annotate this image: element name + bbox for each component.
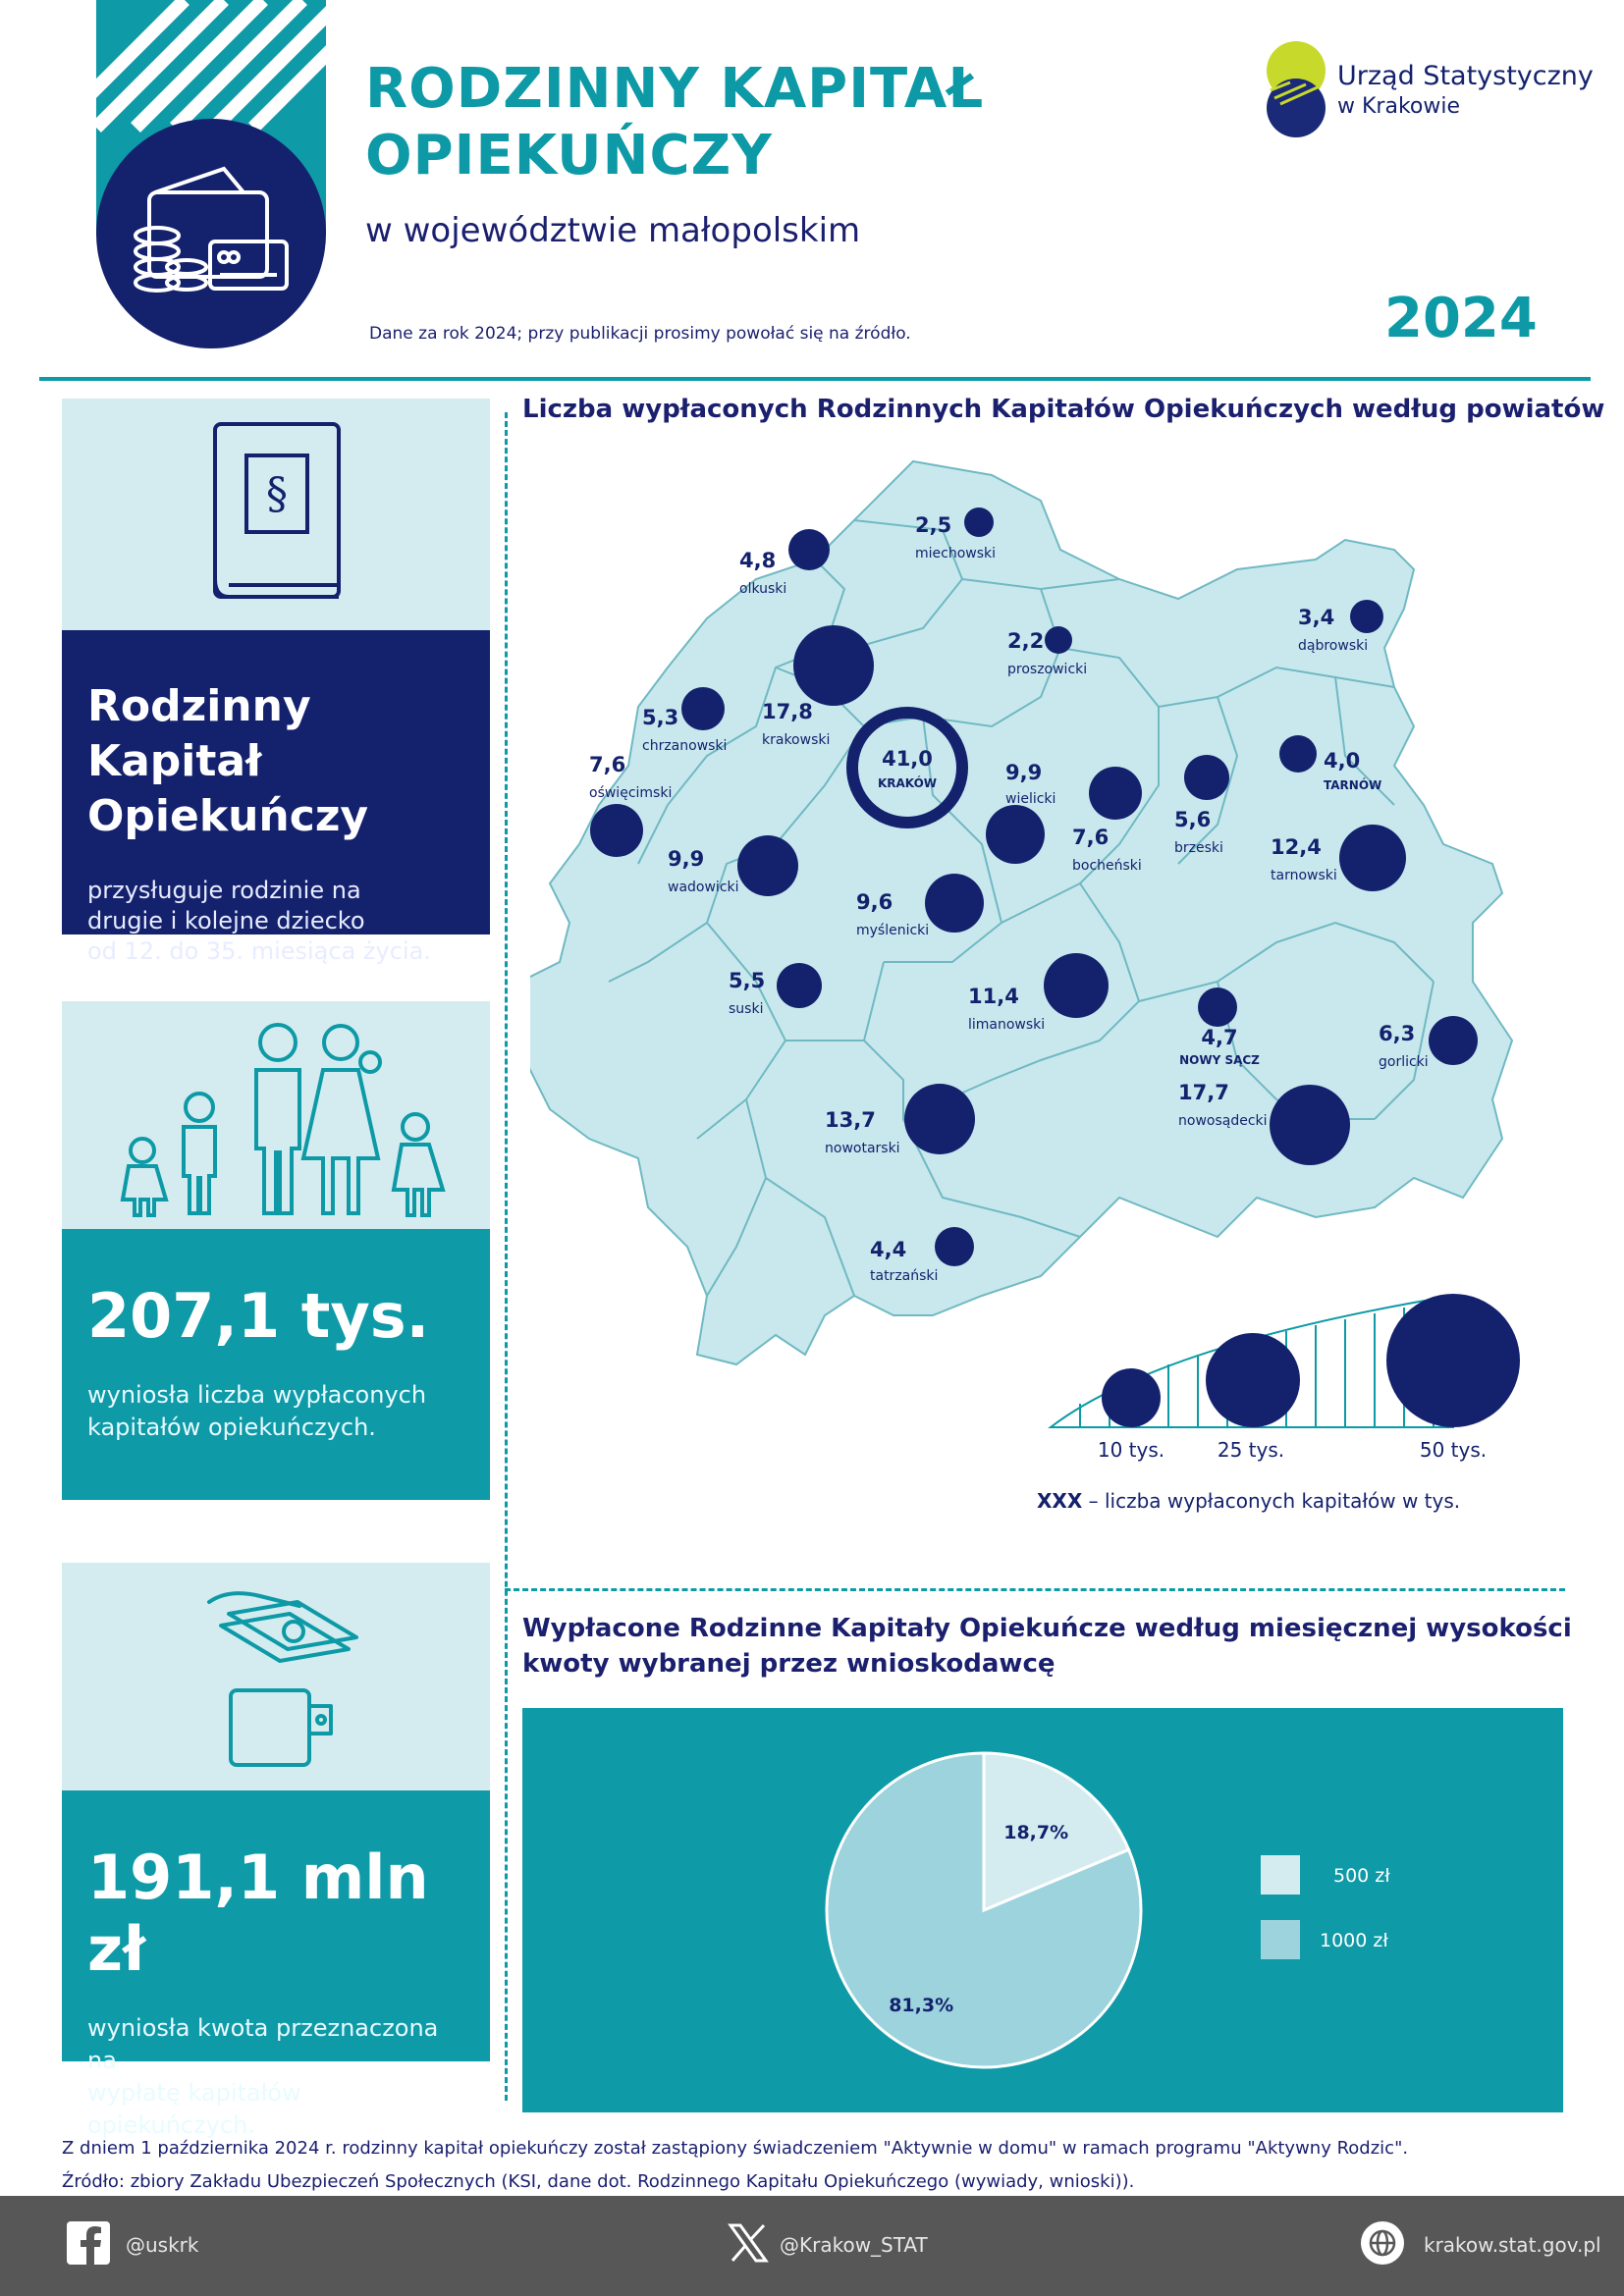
value-nowy-sacz: 4,7 bbox=[1201, 1026, 1238, 1049]
value-oswiecimski: 7,6 bbox=[589, 753, 626, 776]
legend-bubble-25 bbox=[1206, 1333, 1300, 1427]
family-icon-panel bbox=[62, 1001, 490, 1229]
law-text-line1: przysługuje rodzinie na bbox=[87, 877, 361, 904]
bubble-brzeski bbox=[1184, 755, 1229, 800]
website-link[interactable]: krakow.stat.gov.pl bbox=[1424, 2233, 1601, 2257]
name-tarnowski: tarnowski bbox=[1271, 868, 1337, 883]
name-krakowski: krakowski bbox=[762, 732, 831, 748]
vertical-divider bbox=[505, 412, 508, 2101]
name-nowy-sacz: NOWY SĄCZ bbox=[1179, 1053, 1260, 1067]
bubble-krakowski bbox=[793, 625, 874, 706]
bubble-chrzanowski bbox=[681, 687, 725, 730]
logo-text-line2: w Krakowie bbox=[1337, 94, 1460, 119]
page-title-line1: RODZINNY KAPITAŁ bbox=[365, 57, 985, 121]
legend-swatch-1 bbox=[1261, 1920, 1300, 1959]
value-nowotarski: 13,7 bbox=[825, 1108, 876, 1132]
office-logo bbox=[1257, 39, 1571, 147]
bubble-dabrowski bbox=[1350, 600, 1383, 633]
name-suski: suski bbox=[729, 1001, 764, 1017]
bubble-tarnow bbox=[1279, 735, 1317, 773]
bubble-limanowski bbox=[1044, 953, 1109, 1018]
horizontal-divider bbox=[505, 1588, 1565, 1591]
count-panel bbox=[62, 1229, 490, 1500]
legend-bubble-50 bbox=[1386, 1294, 1520, 1427]
family-icon bbox=[62, 1001, 490, 1229]
bubble-suski bbox=[777, 963, 822, 1008]
bubble-wielicki bbox=[986, 805, 1045, 864]
amount-text-line1: wyniosła kwota przeznaczona na bbox=[87, 2014, 439, 2074]
legend-swatch-0 bbox=[1261, 1855, 1300, 1895]
law-text-line2: drugie i kolejne dziecko bbox=[87, 907, 365, 934]
name-tatrzanski: tatrzański bbox=[870, 1268, 939, 1284]
amount-value: 191,1 mln zł bbox=[87, 1842, 429, 1985]
amount-panel bbox=[62, 1790, 490, 2139]
name-gorlicki: gorlicki bbox=[1379, 1054, 1429, 1070]
bubble-gorlicki bbox=[1429, 1016, 1478, 1065]
value-wadowicki: 9,9 bbox=[668, 847, 705, 871]
count-value: 207,1 tys. bbox=[87, 1280, 430, 1352]
name-proszowicki: proszowicki bbox=[1007, 662, 1088, 677]
bubble-myslenicki bbox=[925, 874, 984, 933]
law-text-line3: od 12. do 35. miesiąca życia. bbox=[87, 937, 431, 965]
law-text-panel bbox=[62, 630, 490, 965]
name-krakow: KRAKÓW bbox=[877, 776, 938, 790]
value-tatrzanski: 4,4 bbox=[870, 1238, 907, 1261]
value-brzeski: 5,6 bbox=[1174, 808, 1212, 831]
logo-text-line1: Urząd Statystyczny bbox=[1337, 61, 1594, 91]
legend-label-10: 10 tys. bbox=[1097, 1438, 1165, 1462]
value-miechowski: 2,5 bbox=[915, 513, 952, 537]
bubble-size-legend bbox=[1037, 1294, 1520, 1513]
value-nowosadecki: 17,7 bbox=[1178, 1081, 1229, 1104]
pie-chart bbox=[522, 1708, 1563, 2112]
value-chrzanowski: 5,3 bbox=[642, 706, 679, 729]
count-text-line1: wyniosła liczba wypłaconych bbox=[87, 1381, 427, 1409]
bubble-tatrzanski bbox=[935, 1227, 974, 1266]
bubble-olkuski bbox=[788, 529, 830, 570]
value-krakow: 41,0 bbox=[882, 747, 933, 771]
name-tarnow: TARNÓW bbox=[1324, 778, 1382, 792]
amount-text-line2: wypłatę kapitałów opiekuńczych. bbox=[87, 2079, 301, 2139]
footer-bar bbox=[0, 2196, 1624, 2296]
law-book-icon bbox=[62, 399, 490, 630]
data-note: Dane za rok 2024; przy publikacji prosimy powołać się na źródło. bbox=[369, 324, 911, 344]
value-tarnow: 4,0 bbox=[1324, 749, 1361, 773]
bubble-bochenski bbox=[1089, 767, 1142, 820]
bubble-proszowicki bbox=[1045, 626, 1072, 654]
name-wadowicki: wadowicki bbox=[668, 880, 739, 895]
name-miechowski: miechowski bbox=[915, 546, 997, 561]
name-olkuski: olkuski bbox=[739, 581, 787, 597]
bubble-miechowski bbox=[964, 507, 994, 537]
bubble-nowy-sacz bbox=[1198, 988, 1237, 1027]
name-limanowski: limanowski bbox=[968, 1017, 1046, 1033]
money-icon-panel bbox=[62, 1563, 490, 1790]
legend-label-0: 500 zł bbox=[1333, 1865, 1390, 1887]
globe-icon[interactable] bbox=[1359, 2219, 1406, 2267]
source-note: Źródło: zbiory Zakładu Ubezpieczeń Społecznych (KSI, dane dot. Rodzinnego Kapitału Opiekuńczego (wywiady, wnioski)). bbox=[62, 2171, 1135, 2192]
pie-chart-panel bbox=[522, 1708, 1563, 2112]
legend-bubble-10 bbox=[1102, 1368, 1161, 1427]
value-proszowicki: 2,2 bbox=[1007, 629, 1045, 653]
count-description bbox=[87, 1379, 464, 1444]
name-nowosadecki: nowosądecki bbox=[1178, 1113, 1268, 1129]
legend-label-1: 1000 zł bbox=[1320, 1930, 1388, 1951]
value-tarnowski: 12,4 bbox=[1271, 835, 1322, 859]
value-suski: 5,5 bbox=[729, 969, 766, 992]
pie-label-0: 18,7% bbox=[1003, 1822, 1069, 1844]
facebook-handle[interactable]: @uskrk bbox=[126, 2233, 199, 2257]
pie-title-line1: Wypłacone Rodzinne Kapitały Opiekuńcze według miesięcznej wysokości bbox=[522, 1614, 1572, 1643]
value-gorlicki: 6,3 bbox=[1379, 1022, 1416, 1045]
value-wielicki: 9,9 bbox=[1005, 761, 1043, 784]
value-krakowski: 17,8 bbox=[762, 700, 813, 723]
law-heading-line1: Rodzinny Kapitał bbox=[87, 681, 311, 786]
pie-title-line2: kwoty wybranej przez wnioskodawcę bbox=[522, 1649, 1056, 1679]
header-divider bbox=[39, 377, 1591, 381]
svg-text:§: § bbox=[266, 469, 288, 519]
name-myslenicki: myślenicki bbox=[856, 923, 930, 938]
name-oswiecimski: oświęcimski bbox=[589, 785, 673, 801]
name-chrzanowski: chrzanowski bbox=[642, 738, 728, 754]
bubble-nowotarski bbox=[904, 1084, 975, 1154]
bubble-wadowicki bbox=[737, 835, 798, 896]
value-bochenski: 7,6 bbox=[1072, 826, 1110, 849]
hand-money-wallet-icon bbox=[62, 1563, 490, 1790]
law-description bbox=[87, 876, 464, 967]
header-emblem bbox=[96, 0, 326, 348]
legend-key bbox=[1037, 1489, 1460, 1513]
name-wielicki: wielicki bbox=[1005, 791, 1056, 807]
bubble-oswiecimski bbox=[590, 804, 643, 857]
name-nowotarski: nowotarski bbox=[825, 1141, 900, 1156]
name-brzeski: brzeski bbox=[1174, 840, 1223, 856]
name-dabrowski: dąbrowski bbox=[1298, 638, 1369, 654]
bubble-nowosadecki bbox=[1270, 1085, 1350, 1165]
x-handle[interactable]: @Krakow_STAT bbox=[780, 2233, 928, 2257]
value-myslenicki: 9,6 bbox=[856, 890, 893, 914]
law-icon-panel bbox=[62, 399, 490, 630]
value-olkuski: 4,8 bbox=[739, 549, 777, 572]
value-limanowski: 11,4 bbox=[968, 985, 1019, 1008]
count-text-line2: kapitałów opiekuńczych. bbox=[87, 1414, 376, 1441]
pie-label-1: 81,3% bbox=[889, 1994, 954, 2016]
name-bochenski: bocheński bbox=[1072, 858, 1142, 874]
map-title: Liczba wypłaconych Rodzinnych Kapitałów Opiekuńczych według powiatów bbox=[522, 395, 1605, 424]
law-heading bbox=[87, 679, 464, 844]
legend-key-bold: XXX bbox=[1037, 1489, 1083, 1513]
x-icon[interactable] bbox=[727, 2219, 770, 2267]
bubble-tarnowski bbox=[1339, 825, 1406, 891]
value-dabrowski: 3,4 bbox=[1298, 606, 1335, 629]
amount-description bbox=[87, 2012, 464, 2142]
page-subtitle: w województwie małopolskim bbox=[365, 211, 861, 250]
page-title-line2: OPIEKUŃCZY bbox=[365, 124, 773, 187]
footnote: Z dniem 1 października 2024 r. rodzinny kapitał opiekuńczy został zastąpiony świadczeniem "Aktywnie w domu" w ramach programu "Aktywny Rodzic". bbox=[62, 2138, 1409, 2159]
year-label: 2024 bbox=[1384, 287, 1538, 350]
district-map bbox=[530, 432, 1591, 1541]
law-heading-line2: Opiekuńczy bbox=[87, 791, 369, 841]
legend-label-25: 25 tys. bbox=[1217, 1438, 1285, 1462]
legend-label-50: 50 tys. bbox=[1419, 1438, 1488, 1462]
legend-key-text: – liczba wypłaconych kapitałów w tys. bbox=[1082, 1489, 1461, 1513]
facebook-icon[interactable] bbox=[65, 2219, 112, 2267]
